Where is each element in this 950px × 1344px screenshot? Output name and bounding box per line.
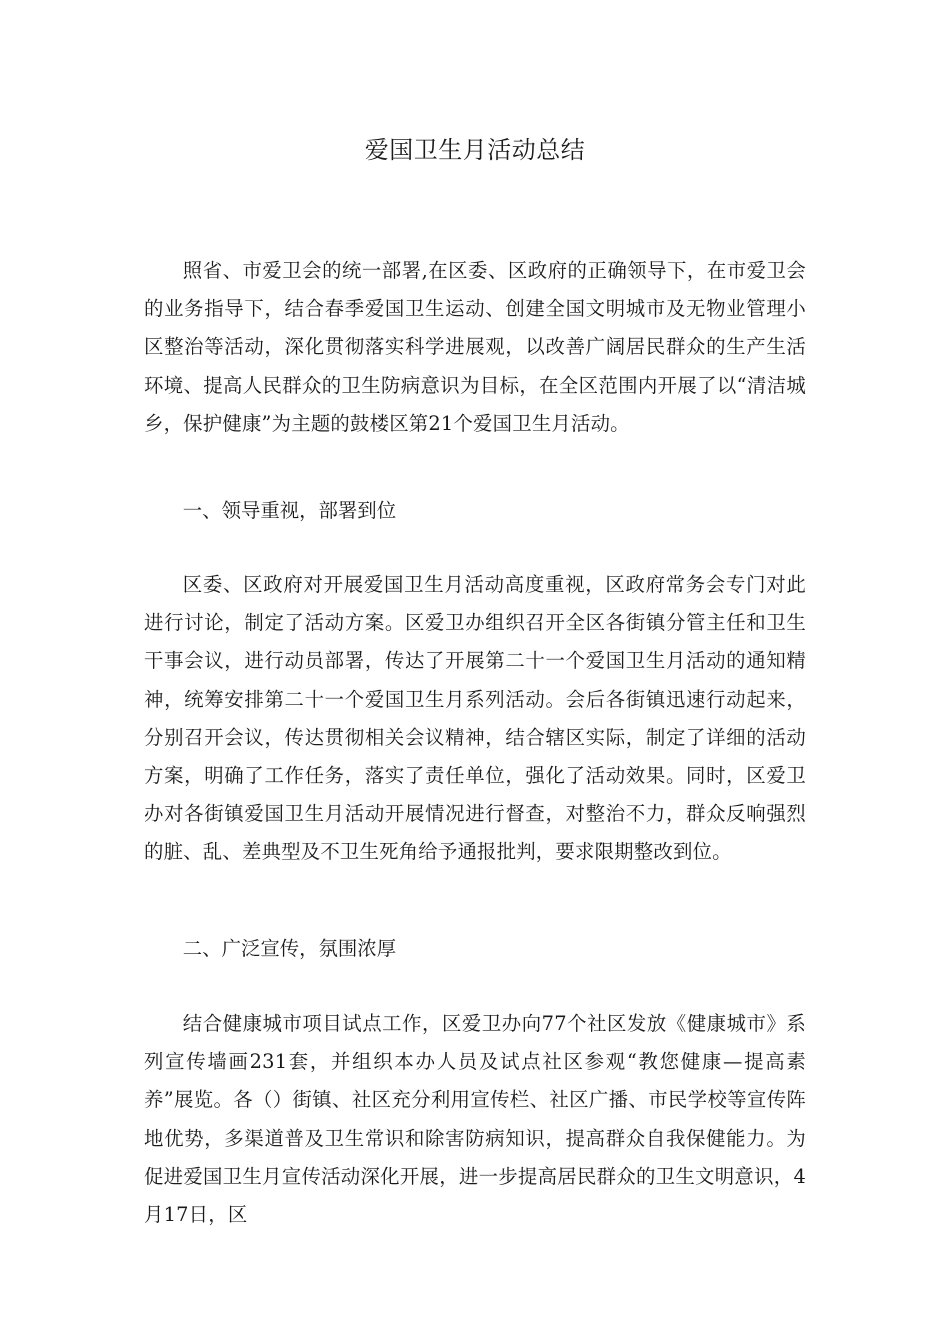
section-2-paragraph: 结合健康城市项目试点工作，区爱卫办向77个社区发放《健康城市》系列宣传墙画231套，并组织本办人员及试点社区参观“教您健康—提高素养”展览。各（）街镇、社区充分利用宣传栏、社区广播、市民学校等宣传阵地优势，多渠道普及卫生常识和除害防病知识，提高群众自我保健能力。为促进爱国卫生月宣传活动深化开展，进一步提高居民群众的卫生文明意识，4月17日，区 [144,1012,806,1227]
section-heading-1: 一、领导重视，部署到位 [182,499,397,522]
section-heading-2: 二、广泛宣传，氛围浓厚 [182,937,397,960]
intro-paragraph: 照省、市爱卫会的统一部署,在区委、区政府的正确领导下，在市爱卫会的业务指导下，结合春季爱国卫生运动、创建全国文明城市及无物业管理小区整治等活动，深化贯彻落实科学进展观，以改善广阔居民群众的生产生活环境、提高人民群众的卫生防病意识为目标，在全区范围内开展了以“清洁城乡，保护健康”为主题的鼓楼区第21个爱国卫生月活动。 [144,259,806,435]
document-title: 爱国卫生月活动总结 [364,136,586,164]
section-1-paragraph: 区委、区政府对开展爱国卫生月活动高度重视，区政府常务会专门对此进行讨论，制定了活动方案。区爱卫办组织召开全区各街镇分管主任和卫生干事会议，进行动员部署，传达了开展第二十一个爱国卫生月活动的通知精神，统筹安排第二十一个爱国卫生月系列活动。会后各街镇迅速行动起来，分别召开会议，传达贯彻相关会议精神，结合辖区实际，制定了详细的活动方案，明确了工作任务，落实了责任单位，强化了活动效果。同时，区爱卫办对各街镇爱国卫生月活动开展情况进行督查，对整治不力，群众反响强烈的脏、乱、差典型及不卫生死角给予通报批判，要求限期整改到位。 [144,573,806,864]
